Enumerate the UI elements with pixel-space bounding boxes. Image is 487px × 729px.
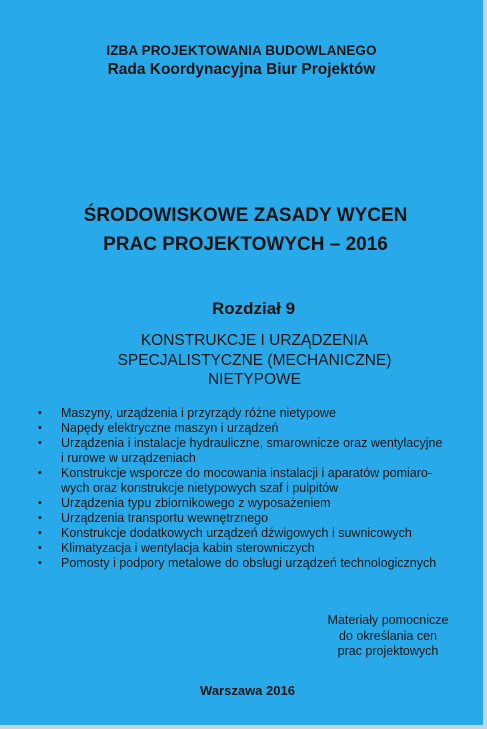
- document-title: [18, 201, 473, 259]
- list-item: [40, 526, 470, 541]
- bullet-icon: •: [38, 542, 42, 554]
- bullet-icon: •: [38, 407, 42, 419]
- list-item: [40, 436, 470, 466]
- bullet-icon: •: [38, 512, 42, 524]
- list-item-line: Napędy elektryczne maszyn i urządzeń: [61, 421, 279, 435]
- aux-note-line-1: Materiały pomocnicze: [327, 613, 449, 627]
- bullet-icon: •: [38, 557, 42, 569]
- list-item: [40, 496, 470, 511]
- subtitle-line-1: KONSTRUKCJE I URZĄDZENIA: [140, 332, 369, 349]
- list-item-line: Konstrukcje wsporcze do mocowania instalacji i aparatów pomiaro-: [61, 466, 433, 480]
- list-item: [40, 511, 470, 526]
- auxiliary-note: [318, 613, 458, 660]
- list-item-line: Maszyny, urządzenia i przyrządy różne nietypowe: [61, 406, 336, 420]
- list-item-line: i rurowe w urządzeniach: [61, 451, 196, 465]
- list-item-line: Klimatyzacja i wentylacja kabin sterowniczych: [61, 541, 315, 555]
- chapter-subtitle: [13, 331, 487, 390]
- chapter-heading: Rozdział 9: [211, 299, 296, 318]
- title-line-1: ŚRODOWISKOWE ZASADY WYCEN: [83, 205, 408, 226]
- aux-note-line-2: do określania cen: [339, 628, 437, 643]
- list-item-line: Konstrukcje dodatkowych urządzeń dźwigowych i suwnicowych: [61, 526, 412, 540]
- list-item: [40, 421, 470, 436]
- publisher-council: Rada Koordynacyjna Biur Projektów: [107, 61, 376, 78]
- bullet-icon: •: [38, 437, 42, 449]
- title-line-2: PRAC PROJEKTOWYCH – 2016: [103, 234, 388, 255]
- subtitle-line-2: SPECJALISTYCZNE (MECHANICZNE): [117, 351, 392, 369]
- contents-list: [40, 406, 470, 571]
- subtitle-line-3: NIETYPOWE: [207, 371, 301, 388]
- list-item-line: Urządzenia transportu wewnętrznego: [61, 511, 269, 525]
- aux-note-line-3: prac projektowych: [337, 644, 439, 658]
- publisher-name: IZBA PROJEKTOWANIA BUDOWLANEGO: [106, 43, 377, 58]
- bullet-icon: •: [38, 422, 42, 434]
- list-item-line: wych oraz konstrukcje nietypowych szaf i pulpitów: [61, 481, 339, 495]
- list-item-line: Urządzenia typu zbiornikowego z wyposażeniem: [61, 496, 331, 510]
- bullet-icon: •: [38, 467, 42, 479]
- list-item-line: Urządzenia i instalacje hydrauliczne, smarownicze oraz wentylacyjne: [61, 436, 443, 450]
- list-item: [40, 556, 470, 571]
- list-item-line: Pomosty i podpory metalowe do obsługi urządzeń technologicznych: [61, 556, 437, 570]
- bullet-icon: •: [38, 527, 42, 539]
- list-item: [40, 466, 470, 496]
- list-item: [40, 406, 470, 421]
- place-and-year: Warszawa 2016: [200, 683, 295, 698]
- bullet-icon: •: [38, 497, 42, 509]
- list-item: [40, 541, 470, 556]
